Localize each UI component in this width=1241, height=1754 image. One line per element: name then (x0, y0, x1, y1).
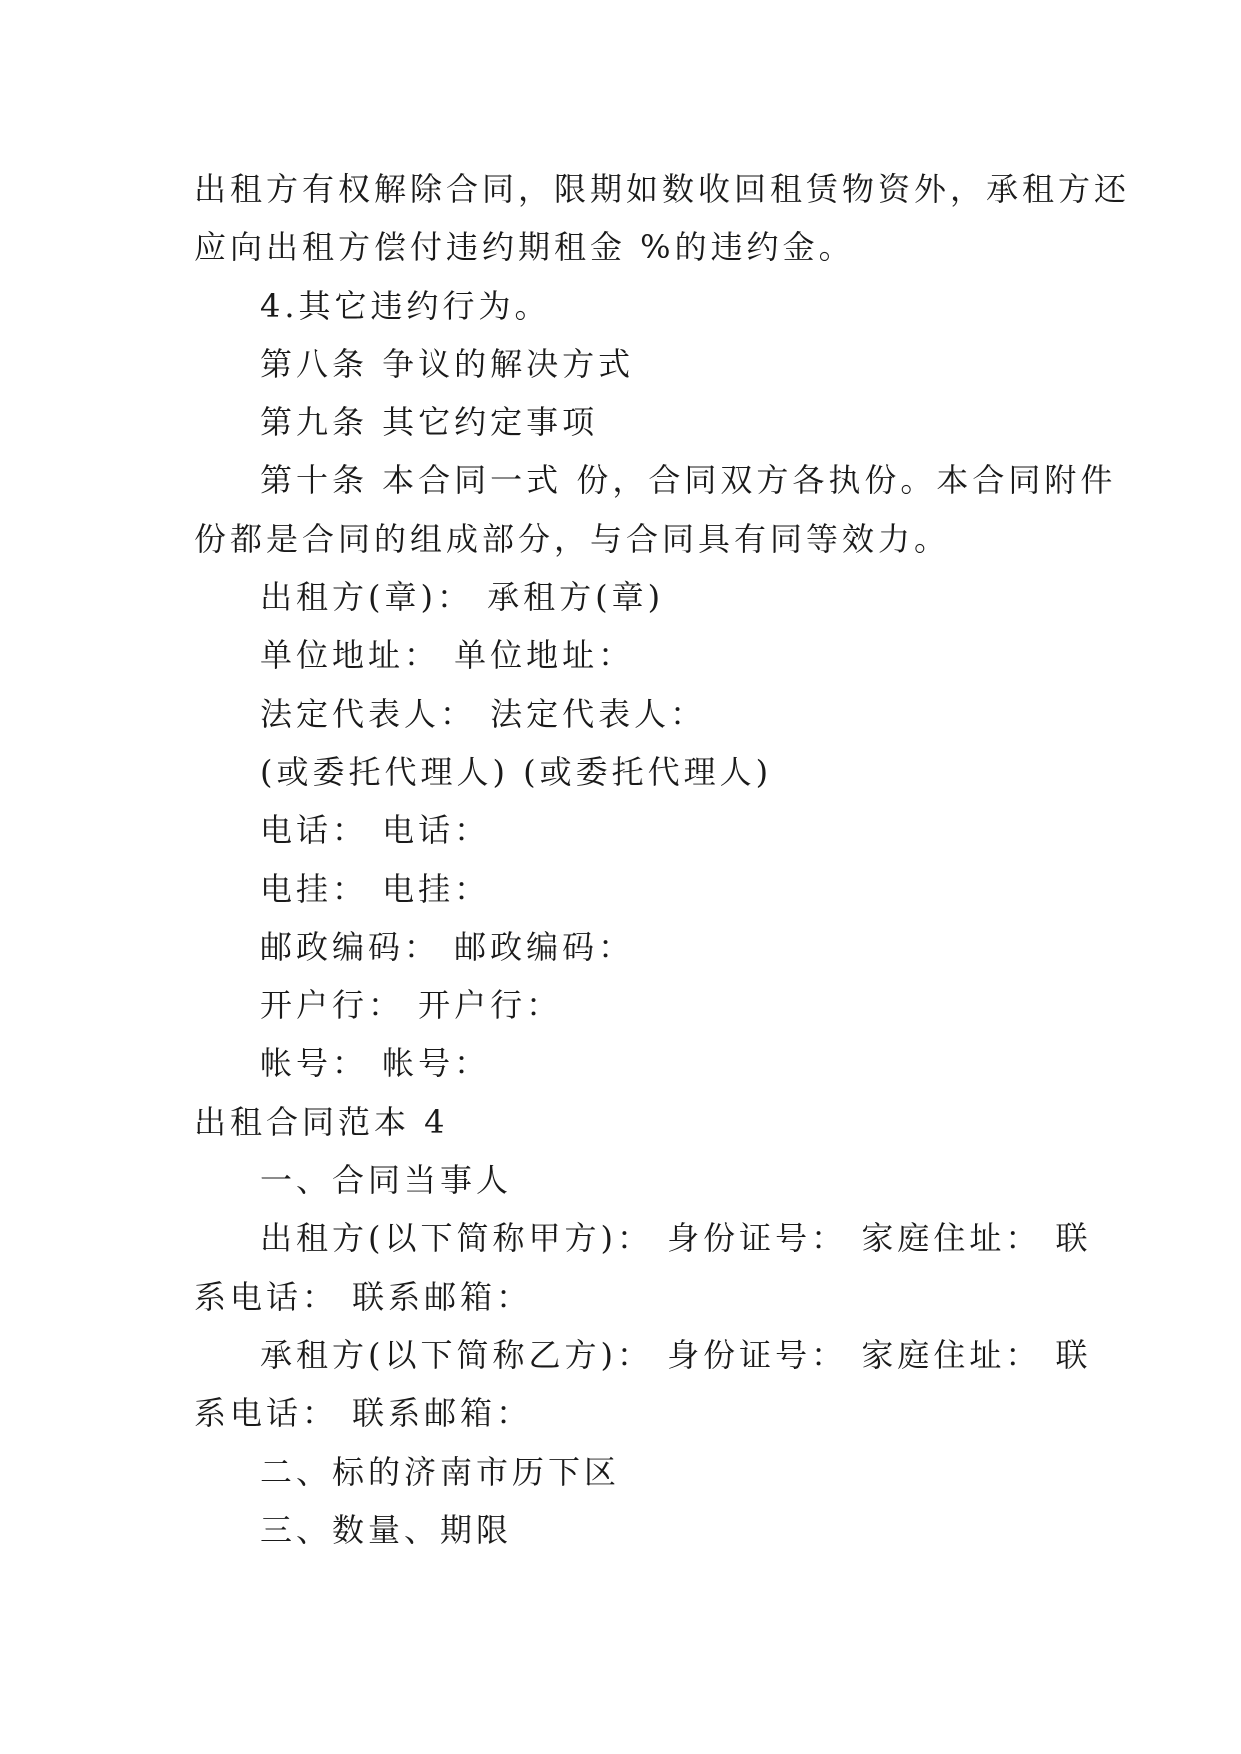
section-heading: 二、标的济南市历下区 (260, 1452, 621, 1491)
paragraph-line: 系电话： 联系邮箱： (194, 1394, 533, 1433)
paragraph-line: 4.其它违约行为。 (260, 286, 551, 325)
signature-field: 电话： 电话： (260, 811, 491, 850)
article-heading: 第八条 争议的解决方式 (260, 344, 635, 383)
paragraph-line: 第十条 本合同一式 份，合同双方各执份。本合同附件 (260, 461, 1117, 500)
paragraph-line: 出租方(以下简称甲方)： 身份证号： 家庭住址： 联 (260, 1219, 1092, 1258)
signature-field: 开户行： 开户行： (260, 986, 563, 1025)
section-title: 出租合同范本 4 (194, 1102, 449, 1141)
signature-field: 出租方(章)： 承租方(章) (260, 578, 665, 617)
section-heading: 一、合同当事人 (260, 1161, 513, 1200)
signature-field: (或委托代理人) (或委托代理人) (260, 752, 773, 791)
paragraph-line: 应向出租方偿付违约期租金 %的违约金。 (194, 228, 855, 267)
signature-field: 帐号： 帐号： (260, 1044, 491, 1083)
document-body (194, 160, 1131, 1559)
section-heading: 三、数量、期限 (260, 1510, 513, 1549)
paragraph-line: 份都是合同的组成部分，与合同具有同等效力。 (194, 519, 951, 558)
paragraph-line: 出租方有权解除合同，限期如数收回租赁物资外，承租方还 (194, 170, 1131, 208)
signature-field: 单位地址： 单位地址： (260, 636, 635, 675)
paragraph-line: 系电话： 联系邮箱： (194, 1277, 533, 1316)
signature-field: 电挂： 电挂： (260, 869, 491, 908)
signature-field: 法定代表人： 法定代表人： (260, 694, 707, 733)
signature-field: 邮政编码： 邮政编码： (260, 927, 635, 966)
paragraph-line: 承租方(以下简称乙方)： 身份证号： 家庭住址： 联 (260, 1335, 1092, 1374)
article-heading: 第九条 其它约定事项 (260, 403, 599, 442)
